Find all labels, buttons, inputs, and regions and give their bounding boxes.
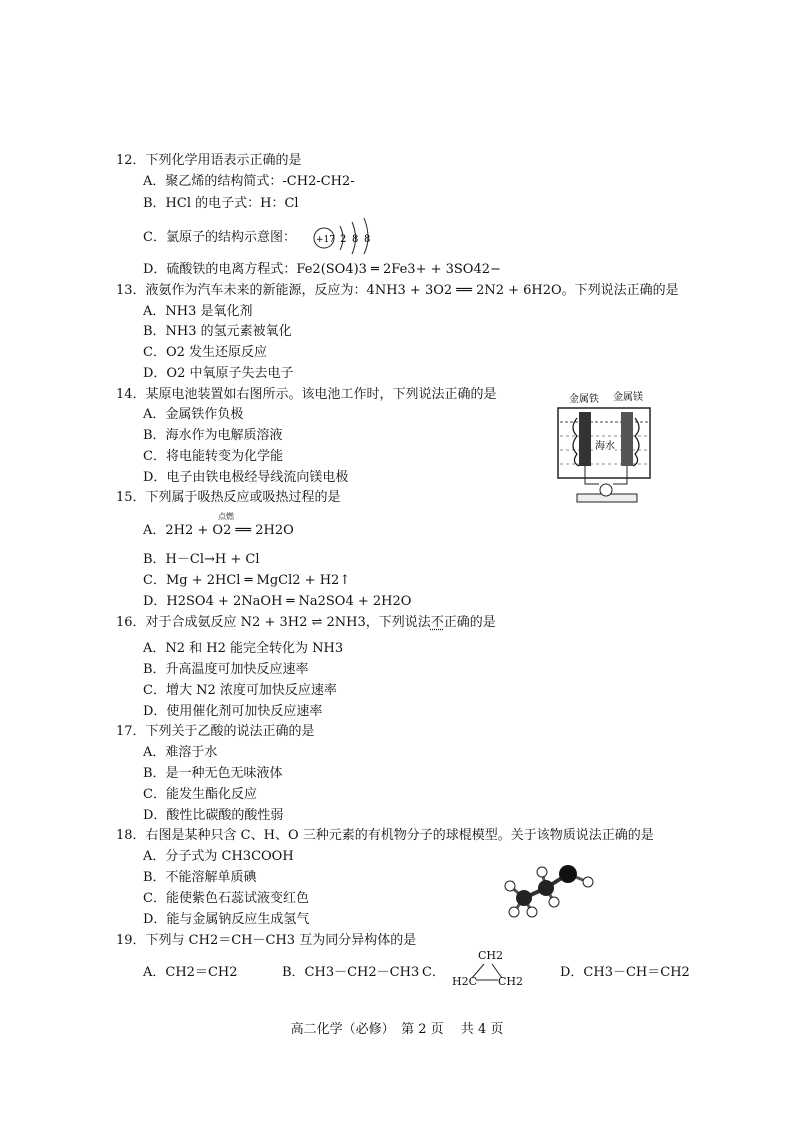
- galvanic-cell-figure: [555, 388, 660, 510]
- question-15-stem: 15．下列属于吸热反应或吸热过程的是: [116, 490, 341, 505]
- question-14-stem: 14．某原电池装置如右图所示。该电池工作时，下列说法正确的是: [116, 387, 497, 402]
- question-13-option-b: B．NH3 的氢元素被氧化: [143, 324, 292, 339]
- question-14-option-a: A．金属铁作负极: [143, 407, 244, 422]
- question-13-option-a: A．NH3 是氧化剂: [143, 304, 253, 319]
- question-17-option-c: C．能发生酯化反应: [143, 787, 257, 802]
- question-16-stem: [116, 613, 496, 633]
- question-19-option-c-label: C．: [422, 965, 445, 980]
- question-14-option-d: D．电子由铁电极经导线流向镁电极: [143, 470, 349, 485]
- question-12-option-c: C．氯原子的结构示意图：: [143, 230, 296, 245]
- question-13-option-d: D．O2 中氧原子失去电子: [143, 366, 294, 381]
- question-17-option-a: A．难溶于水: [143, 745, 218, 760]
- question-12-option-b: B．HCl 的电子式：H：Cl: [143, 196, 299, 211]
- question-16-option-b: B．升高温度可加快反应速率: [143, 662, 309, 677]
- question-17-option-d: D．酸性比碳酸的酸性弱: [143, 808, 284, 823]
- question-14-option-c: C．将电能转变为化学能: [143, 449, 283, 464]
- cyclopropane-structure: [452, 950, 524, 990]
- iron-electrode: [579, 412, 591, 466]
- label-seawater: 海水: [595, 441, 615, 452]
- question-12-option-d: D．硫酸铁的电离方程式：Fe2(SO4)3 ═ 2Fe3+ + 3SO42−: [143, 262, 501, 277]
- question-18-option-c: C．能使紫色石蕊试液变红色: [143, 891, 309, 906]
- question-15-option-d: D．H2SO4 + 2NaOH ═ Na2SO4 + 2H2O: [143, 594, 412, 609]
- hydrogen-atom-2: [509, 907, 519, 917]
- question-17-stem: 17．下列关于乙酸的说法正确的是: [116, 724, 315, 739]
- question-16-option-c: C．增大 N2 浓度可加快反应速率: [143, 683, 337, 698]
- question-18-option-b: B．不能溶解单质碘: [143, 870, 257, 885]
- question-14-option-b: B．海水作为电解质溶液: [143, 428, 283, 443]
- question-16-stem-post: 正确的是: [443, 615, 496, 630]
- question-16-emphasis: 不: [430, 615, 444, 630]
- page-footer: 高二化学（必修） 第 2 页 共 4 页: [290, 1022, 504, 1037]
- question-12-stem: 12．下列化学用语表示正确的是: [116, 153, 302, 168]
- question-18-stem: 18．右图是某种只含 C、H、O 三种元素的有机物分子的球棍模型。关于该物质说法正确的是: [116, 828, 654, 843]
- question-13-option-c: C．O2 发生还原反应: [143, 345, 268, 360]
- question-13-stem: 13．液氨作为汽车未来的新能源，反应为：4NH3 + 3O2 ══ 2N2 + 6H2O。下列说法正确的是: [116, 283, 679, 298]
- question-16-stem-pre: 16．对于合成氨反应 N2 + 3H2 ⇌ 2NH3，下列说法: [116, 615, 431, 630]
- shell-electrons-1: 2: [340, 234, 347, 245]
- question-15-option-a: A．2H2 + O2 ══ 2H2O: [143, 523, 294, 538]
- question-15-option-c: C．Mg + 2HCl ═ MgCl2 + H2↑: [143, 573, 351, 588]
- carbon-atom-2: [538, 880, 554, 896]
- hydrogen-atom-4: [537, 867, 547, 877]
- question-17-option-b: B．是一种无色无味液体: [143, 766, 283, 781]
- label-iron-electrode: 金属铁: [569, 394, 599, 405]
- question-18-option-d: D．能与金属钠反应生成氢气: [143, 912, 310, 927]
- question-18-option-a: A．分子式为 CH3COOH: [143, 849, 294, 864]
- question-16-option-d: D．使用催化剂可加快反应速率: [143, 704, 323, 719]
- nucleus-charge: +17: [316, 235, 335, 245]
- shell-electrons-3: 8: [364, 234, 371, 245]
- galvanometer: [600, 484, 612, 496]
- ball-and-stick-model: [498, 852, 604, 922]
- hydrogen-atom-1: [505, 881, 515, 891]
- question-15-option-b: B．H－Cl→H + Cl: [143, 552, 260, 567]
- shell-electrons-2: 8: [352, 234, 359, 245]
- label-magnesium-electrode: 金属镁: [613, 392, 643, 403]
- hydrogen-atom-3: [527, 907, 537, 917]
- question-19-option-a: A．CH2＝CH2: [143, 965, 238, 980]
- question-19-option-b: B．CH3－CH2－CH3: [282, 965, 420, 980]
- hydrogen-atom-5: [549, 897, 559, 907]
- question-19-option-d: D．CH3－CH＝CH2: [560, 965, 690, 980]
- question-16-option-a: A．N2 和 H2 能完全转化为 NH3: [143, 641, 344, 656]
- cyclopropane-left: H2C: [452, 975, 478, 988]
- question-12-option-a: A．聚乙烯的结构简式：-CH2-CH2-: [143, 174, 355, 189]
- magnesium-electrode: [621, 412, 633, 466]
- reaction-condition: 点燃: [218, 512, 234, 521]
- carbon-atom-1: [516, 890, 532, 906]
- oxygen-atom: [559, 865, 577, 883]
- cyclopropane-top: CH2: [478, 949, 504, 962]
- question-19-stem: 19．下列与 CH2＝CH－CH3 互为同分异构体的是: [116, 933, 417, 948]
- hydrogen-atom-6: [583, 877, 593, 887]
- chlorine-atom-diagram: [308, 214, 378, 254]
- cyclopropane-right: CH2: [498, 975, 524, 988]
